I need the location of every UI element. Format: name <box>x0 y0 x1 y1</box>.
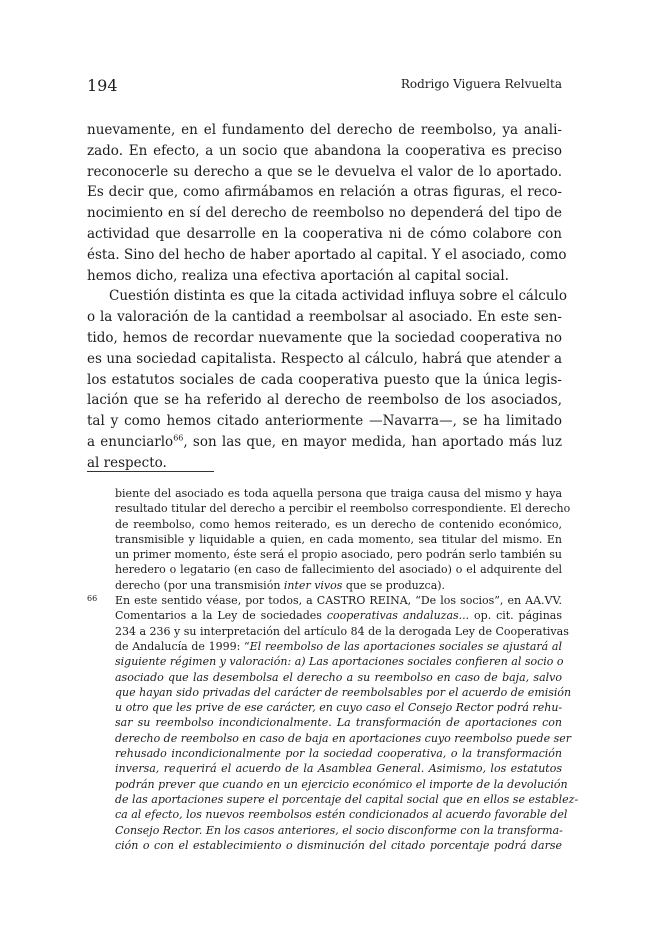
text-fragment-italic: inter vivos <box>283 578 343 592</box>
text-fragment: a enunciarlo <box>87 433 174 450</box>
text-fragment-italic: Consejo Rector. En los casos anteriores, el socio disconforme con la transforma- <box>115 823 563 837</box>
text-line <box>87 432 562 453</box>
text-line: hemos dicho, realiza una efectiva aportación al capital social. <box>87 267 509 284</box>
text-fragment-italic: ca al efecto, los nuevos reembolsos estén condicionados al acuerdo favorable del <box>115 808 568 822</box>
footnote-line <box>115 700 562 715</box>
text-line: nocimiento en sí del derecho de reembolso no dependerá del tipo de <box>87 205 562 222</box>
footnote-reference-66[interactable]: 66 <box>173 433 184 443</box>
text-line: los estatutos sociales de cada cooperativa puesto que la única legis- <box>87 371 562 388</box>
text-fragment-italic: ción o con el establecimiento o disminución del citado porcentaje podrá darse <box>115 838 562 852</box>
footnote-line <box>115 746 562 761</box>
footnote-number: 66 <box>87 594 98 604</box>
footnote-continuation <box>115 486 571 593</box>
footnote-line <box>115 761 562 776</box>
page-number: 194 <box>87 76 118 95</box>
text-fragment: , son las que, en mayor medida, han aportado más luz <box>183 433 562 450</box>
text-line: zado. En efecto, a un socio que abandona la cooperativa es preciso <box>87 142 562 159</box>
text-fragment-italic: inversa, requerirá el acuerdo de la Asamblea General. Asimismo, los estatutos <box>115 762 562 776</box>
paragraph-1 <box>87 120 567 286</box>
footnote-line: 234 a 236 y su interpretación del artículo 84 de la derogada Ley de Cooperativas <box>115 624 569 638</box>
text-line: al respecto. <box>87 454 167 471</box>
footnote-line: biente del asociado es toda aquella persona que traiga causa del mismo y haya <box>115 487 562 500</box>
text-line: Cuestión distinta es que la citada actividad influya sobre el cálculo <box>109 288 567 305</box>
footnote-line <box>115 807 568 822</box>
footnote-line: resultado titular del derecho a percibir el reembolso correspondiente. El derecho <box>115 502 571 516</box>
text-fragment: op. cit. páginas <box>469 609 562 623</box>
text-fragment-italic: asociado que las desembolsa el derecho a su reembolso en caso de baja, salvo <box>115 670 562 684</box>
text-fragment-italic: que hayan sido privadas del carácter de reembolsables por el acuerdo de emisión <box>115 685 572 699</box>
text-fragment: Comentarios a la Ley de sociedades <box>115 609 327 623</box>
text-fragment-italic: podrán prever que cuando en un ejercicio económico el importe de la devolución <box>115 777 568 791</box>
footnote-separator <box>87 471 214 472</box>
footnote-line: En este sentido véase, por todos, a CASTRO REINA, “De los socios”, en AA.VV. <box>115 594 562 608</box>
main-text <box>87 120 567 474</box>
text-fragment: que se produzca). <box>342 578 446 592</box>
text-fragment-italic: sar su reembolso incondicionalmente. La transformación de aportaciones con <box>115 716 562 730</box>
footnotes <box>87 486 579 853</box>
footnote-line <box>115 639 562 654</box>
text-line: tido, hemos de recordar nuevamente que la sociedad cooperativa no <box>87 329 562 346</box>
text-line: o la valoración de la cantidad a reembolsar al asociado. En este sen- <box>87 309 562 326</box>
text-fragment-italic: u otro que les prive de ese carácter, en cuyo caso el Consejo Rector podrá rehu- <box>115 701 563 715</box>
footnote-line: transmisible y liquidable a quien, en cada momento, sea titular del mismo. En <box>115 532 562 546</box>
text-fragment: de Andalucía de 1999: “ <box>115 639 250 653</box>
footnote-line <box>115 715 562 730</box>
footnote-line <box>115 654 562 669</box>
text-line: tal y como hemos citado anteriormente —Navarra—, se ha limitado <box>87 413 562 430</box>
footnote-line <box>115 838 562 853</box>
footnote-line: heredero o legatario (en caso de fallecimiento del asociado) o el adquirente del <box>115 563 562 577</box>
text-line: es una sociedad capitalista. Respecto al cálculo, habrá que atender a <box>87 350 562 367</box>
footnote-line: de reembolso, como hemos reiterado, es un derecho de contenido económico, <box>115 517 562 531</box>
text-line: ésta. Sino del hecho de haber aportado al capital. Y el asociado, como <box>87 246 567 263</box>
text-fragment-italic: siguiente régimen y valoración: a) Las aportaciones sociales confieren al socio o <box>115 655 564 669</box>
footnote-line <box>115 670 562 685</box>
page-header <box>87 76 562 98</box>
footnote-line <box>115 823 562 838</box>
text-fragment-italic: El reembolso de las aportaciones sociales se ajustará al <box>249 639 562 653</box>
footnote-line: un primer momento, éste será el propio asociado, pero podrán serlo también su <box>115 548 562 562</box>
footnote-66 <box>87 593 579 853</box>
footnote-line <box>115 608 562 623</box>
footnote-line <box>115 578 562 593</box>
footnote-line <box>115 731 571 746</box>
text-fragment: derecho (por una transmisión <box>115 578 284 592</box>
paragraph-2 <box>87 286 567 473</box>
footnote-line <box>115 792 579 807</box>
text-line: reconocerle su derecho a que se le devuelva el valor de lo aportado. <box>87 163 562 180</box>
footnote-line <box>115 685 572 700</box>
text-line: actividad que desarrolle en la cooperativa ni de cómo colabore con <box>87 225 562 242</box>
text-line: Es decir que, como afirmábamos en relación a otras figuras, el reco- <box>87 184 562 201</box>
running-head-author: Rodrigo Viguera Relvuelta <box>400 77 562 91</box>
text-fragment-italic: cooperativas andaluzas... <box>326 609 470 623</box>
text-line: lación que se ha referido al derecho de reembolso de los asociados, <box>87 392 562 409</box>
text-fragment-italic: derecho de reembolso en caso de baja en aportaciones cuyo reembolso puede ser <box>115 731 571 745</box>
text-line: nuevamente, en el fundamento del derecho de reembolso, ya anali- <box>87 122 562 138</box>
footnote-line <box>115 777 568 792</box>
text-fragment-italic: rehusado incondicionalmente por la sociedad cooperativa, o la transformación <box>115 747 562 761</box>
text-fragment-italic: de las aportaciones supere el porcentaje del capital social que en ellos se establez- <box>115 792 579 806</box>
